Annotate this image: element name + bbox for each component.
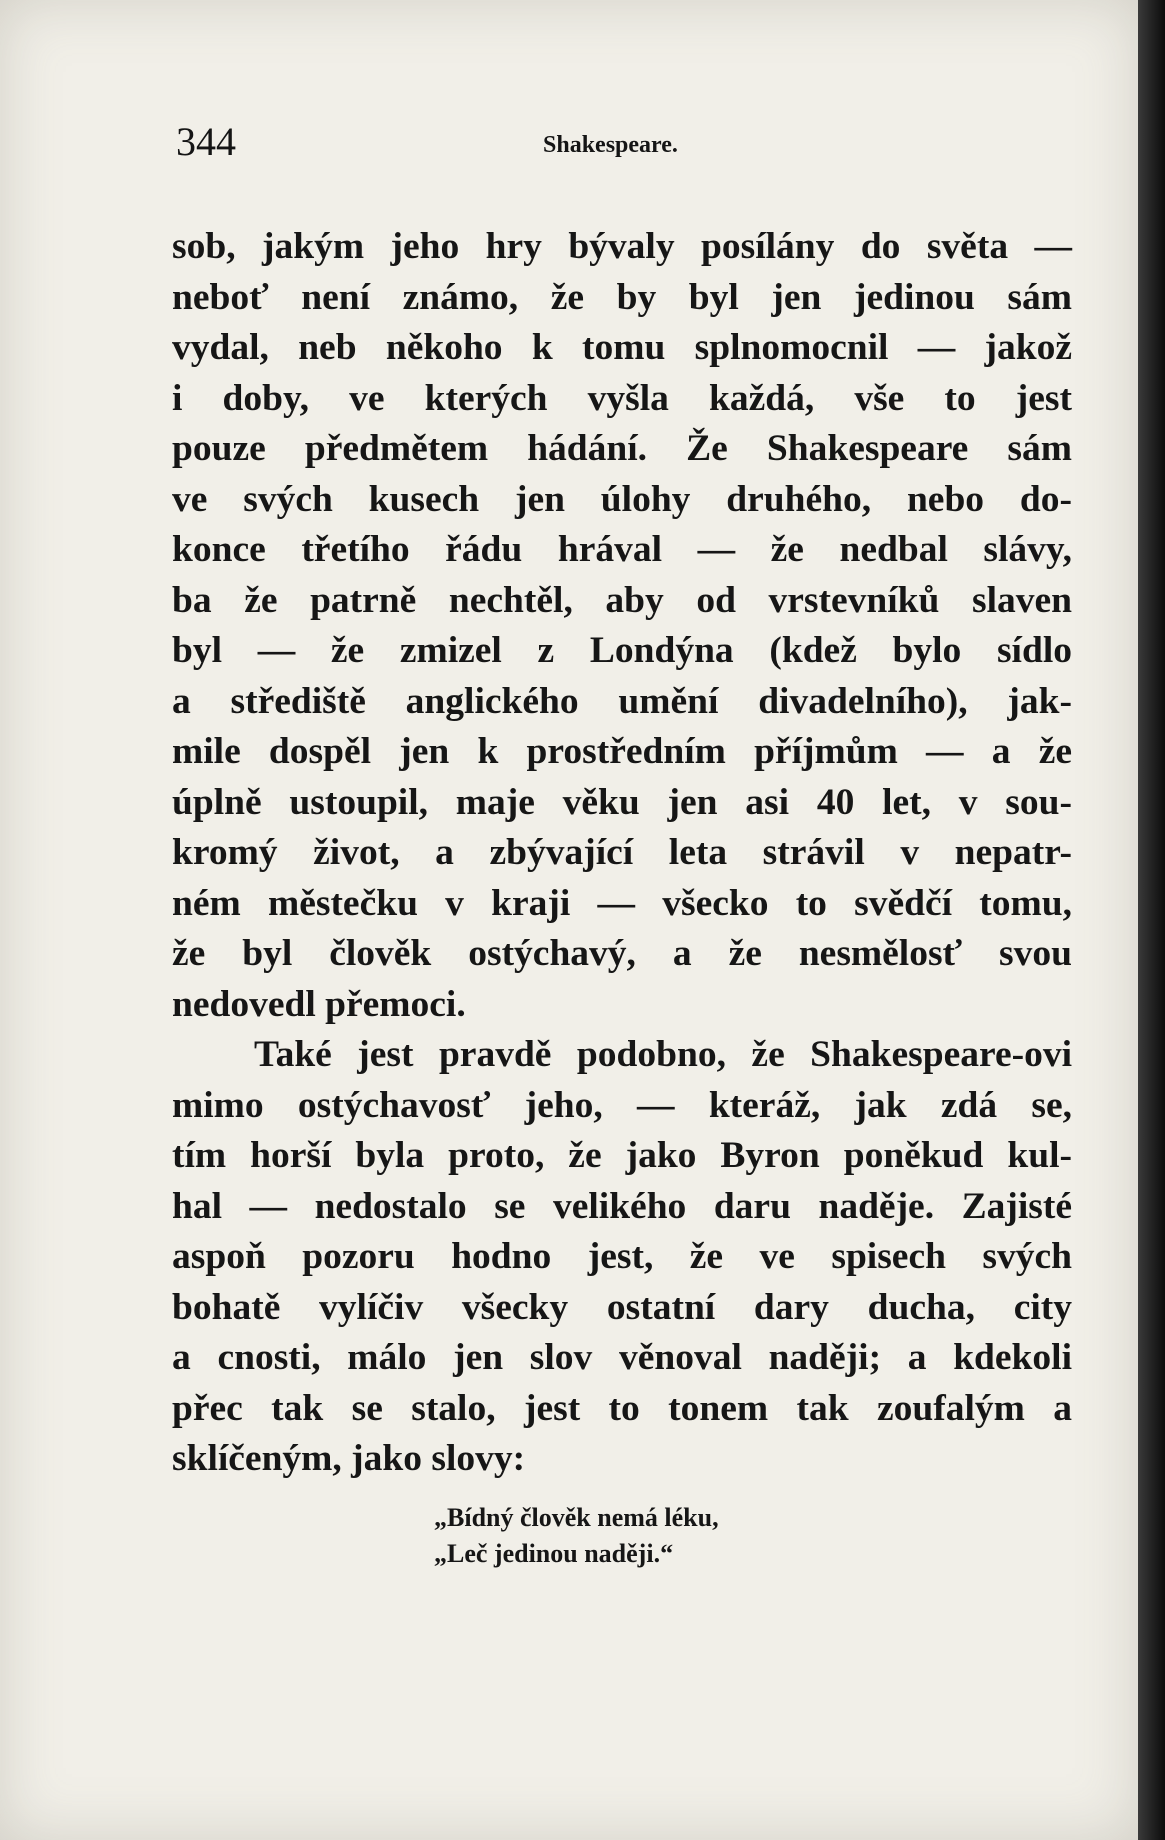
text-line: kromý život, a zbývající leta strávil v nepatr- bbox=[172, 832, 1072, 873]
text-line: úplně ustoupil, maje věku jen asi 40 let, v sou- bbox=[172, 781, 1072, 823]
text-line: hal — nedostalo se velikého daru naděje. Zajisté bbox=[172, 1185, 1072, 1227]
text-line: nedovedl přemoci. bbox=[172, 983, 466, 1025]
text-line: sklíčeným, jako slovy: bbox=[172, 1438, 526, 1479]
text-line: sob, jakým jeho hry bývaly posílány do světa — bbox=[172, 226, 1072, 267]
text-line: tím horší byla proto, že jako Byron poněkud kul- bbox=[172, 1135, 1072, 1176]
text-line: vydal, neb někoho k tomu splnomocnil — jakož bbox=[172, 327, 1072, 368]
text-line: byl — že zmizel z Londýna (kdež bylo sídlo bbox=[172, 630, 1072, 671]
text-line: ve svých kusech jen úlohy druhého, nebo do- bbox=[172, 478, 1072, 520]
page-edge-shadow bbox=[1138, 0, 1165, 1840]
verse-line: „Bídný člověk nemá léku, bbox=[434, 1503, 719, 1532]
running-title: Shakespeare. bbox=[543, 132, 678, 158]
body-text bbox=[172, 222, 1072, 1485]
text-line: mimo ostýchavosť jeho, — kteráž, jak zdá se, bbox=[172, 1084, 1072, 1126]
text-line: a střediště anglického umění divadelního), jak- bbox=[172, 680, 1072, 722]
text-line: a cnosti, málo jen slov věnoval naději; a kdekoli bbox=[172, 1337, 1072, 1378]
text-line: ném městečku v kraji — všecko to svědčí tomu, bbox=[172, 882, 1072, 924]
text-line: pouze předmětem hádání. Že Shakespeare sám bbox=[172, 428, 1072, 469]
text-line: Také jest pravdě podobno, že Shakespeare-ovi bbox=[254, 1034, 1072, 1075]
page-header bbox=[176, 118, 1066, 168]
page-number: 344 bbox=[176, 119, 236, 164]
text-line: i doby, ve kterých vyšla každá, vše to jest bbox=[172, 377, 1072, 419]
verse-quote bbox=[434, 1500, 719, 1572]
text-line: konce třetího řádu hrával — že nedbal slávy, bbox=[172, 529, 1072, 570]
text-line: ba že patrně nechtěl, aby od vrstevníků slaven bbox=[172, 579, 1072, 621]
text-line: mile dospěl jen k prostředním příjmům — a že bbox=[172, 731, 1072, 772]
text-line: přec tak se stalo, jest to tonem tak zoufalým a bbox=[172, 1387, 1072, 1429]
text-line: že byl člověk ostýchavý, a že nesmělosť svou bbox=[172, 933, 1072, 974]
verse-line: „Leč jedinou naději.“ bbox=[434, 1539, 674, 1568]
text-line: neboť není známo, že by byl jen jedinou sám bbox=[172, 276, 1072, 318]
text-line: bohatě vylíčiv všecky ostatní dary ducha, city bbox=[172, 1286, 1072, 1328]
text-line: aspoň pozoru hodno jest, že ve spisech svých bbox=[172, 1236, 1072, 1277]
